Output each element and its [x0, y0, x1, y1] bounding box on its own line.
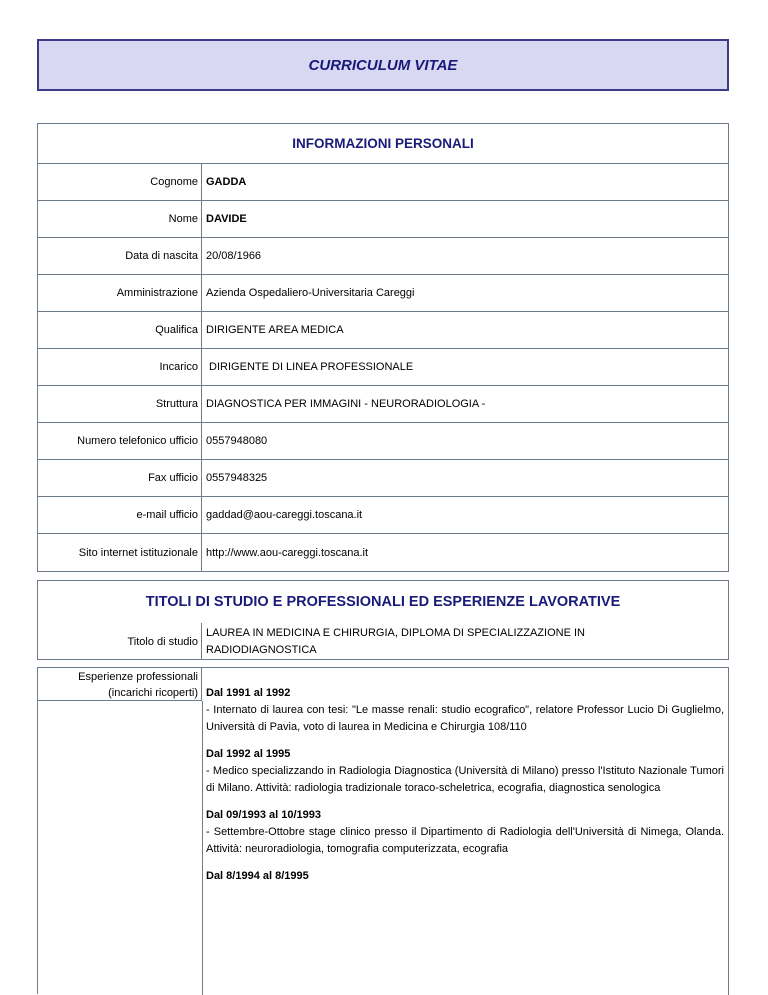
entry-description: - Settembre-Ottobre stage clinico presso il Dipartimento di Radiologia dell'Università di Nimega, Olanda. Attività: neuroradiologia, tomografia computerizzata, ecografia	[206, 826, 724, 855]
info-label: Amministrazione	[38, 275, 202, 311]
study-row	[38, 623, 729, 660]
info-row-phone	[38, 423, 729, 460]
info-value: DIRIGENTE DI LINEA PROFESSIONALE	[206, 361, 414, 373]
info-value: DIAGNOSTICA PER IMMAGINI - NEURORADIOLOGIA -	[206, 398, 486, 410]
experience-label	[38, 668, 202, 701]
experience-label-line: Esperienze professionali	[78, 671, 198, 683]
study-value-line: LAUREA IN MEDICINA E CHIRURGIA, DIPLOMA DI SPECIALIZZAZIONE IN	[206, 627, 585, 639]
experience-entry	[206, 685, 724, 736]
experience-section	[37, 667, 729, 994]
info-row-surname	[38, 164, 729, 201]
info-value: 0557948325	[206, 472, 268, 484]
experience-entry	[206, 868, 724, 885]
info-label: Incarico	[38, 349, 202, 385]
experience-entry	[206, 807, 724, 858]
cv-title-banner	[37, 39, 729, 91]
info-row-fax	[38, 460, 729, 497]
cv-title: CURRICULUM VITAE	[308, 56, 458, 74]
info-label: Data di nascita	[38, 238, 202, 274]
study-label: Titolo di studio	[38, 623, 202, 660]
info-row-qualification	[38, 312, 729, 349]
personal-info-header: INFORMAZIONI PERSONALI	[38, 124, 729, 164]
info-row-administration	[38, 275, 729, 312]
info-label: Sito internet istituzionale	[38, 534, 202, 571]
titles-section	[37, 580, 729, 660]
entry-period: Dal 09/1993 al 10/1993	[206, 809, 321, 821]
titles-header: TITOLI DI STUDIO E PROFESSIONALI ED ESPERIENZE LAVORATIVE	[38, 581, 729, 623]
experience-entry	[206, 746, 724, 797]
entry-period: Dal 1992 al 1995	[206, 748, 291, 760]
info-value: DAVIDE	[206, 213, 247, 225]
info-row-email	[38, 497, 729, 534]
info-row-name	[38, 201, 729, 238]
entry-period: Dal 8/1994 al 8/1995	[206, 870, 309, 882]
entry-description: - Medico specializzando in Radiologia Diagnostica (Università di Milano) presso l'Istituto Nazionale Tumori di Milano. Attività: radiologia tradizionale toraco-scheletrica, ecografia, diagnostica senologica	[206, 765, 724, 794]
personal-info-section	[37, 123, 729, 572]
experience-label-line: (incarichi ricoperti)	[108, 687, 198, 699]
info-label: Fax ufficio	[38, 460, 202, 496]
entry-description: - Internato di laurea con tesi: "Le masse renali: studio ecografico", relatore Professor Lucio Di Guglielmo, Università di Pavia, voto di laurea in Medicina e Chirurgia 108/110	[206, 704, 724, 733]
info-value: DIRIGENTE AREA MEDICA	[206, 324, 344, 336]
study-value-line: RADIODIAGNOSTICA	[206, 644, 317, 656]
info-row-birthdate	[38, 238, 729, 275]
info-label: Nome	[38, 201, 202, 237]
info-label: Qualifica	[38, 312, 202, 348]
info-row-structure	[38, 386, 729, 423]
study-value	[202, 623, 728, 660]
info-value: gaddad@aou-careggi.toscana.it	[206, 509, 363, 521]
info-value: Azienda Ospedaliero-Universitaria Careggi	[206, 287, 415, 299]
info-label: Cognome	[38, 164, 202, 200]
experience-entries	[206, 685, 724, 895]
info-value: 0557948080	[206, 435, 268, 447]
entry-period: Dal 1991 al 1992	[206, 687, 291, 699]
info-value: http://www.aou-careggi.toscana.it	[206, 546, 369, 559]
info-label: Struttura	[38, 386, 202, 422]
info-value: 20/08/1966	[206, 250, 262, 262]
info-row-website	[38, 534, 729, 571]
info-label: e-mail ufficio	[38, 497, 202, 533]
info-value: GADDA	[206, 176, 247, 188]
experience-border	[728, 668, 729, 995]
info-row-assignment	[38, 349, 729, 386]
experience-divider	[202, 701, 203, 995]
info-label: Numero telefonico ufficio	[38, 423, 202, 459]
